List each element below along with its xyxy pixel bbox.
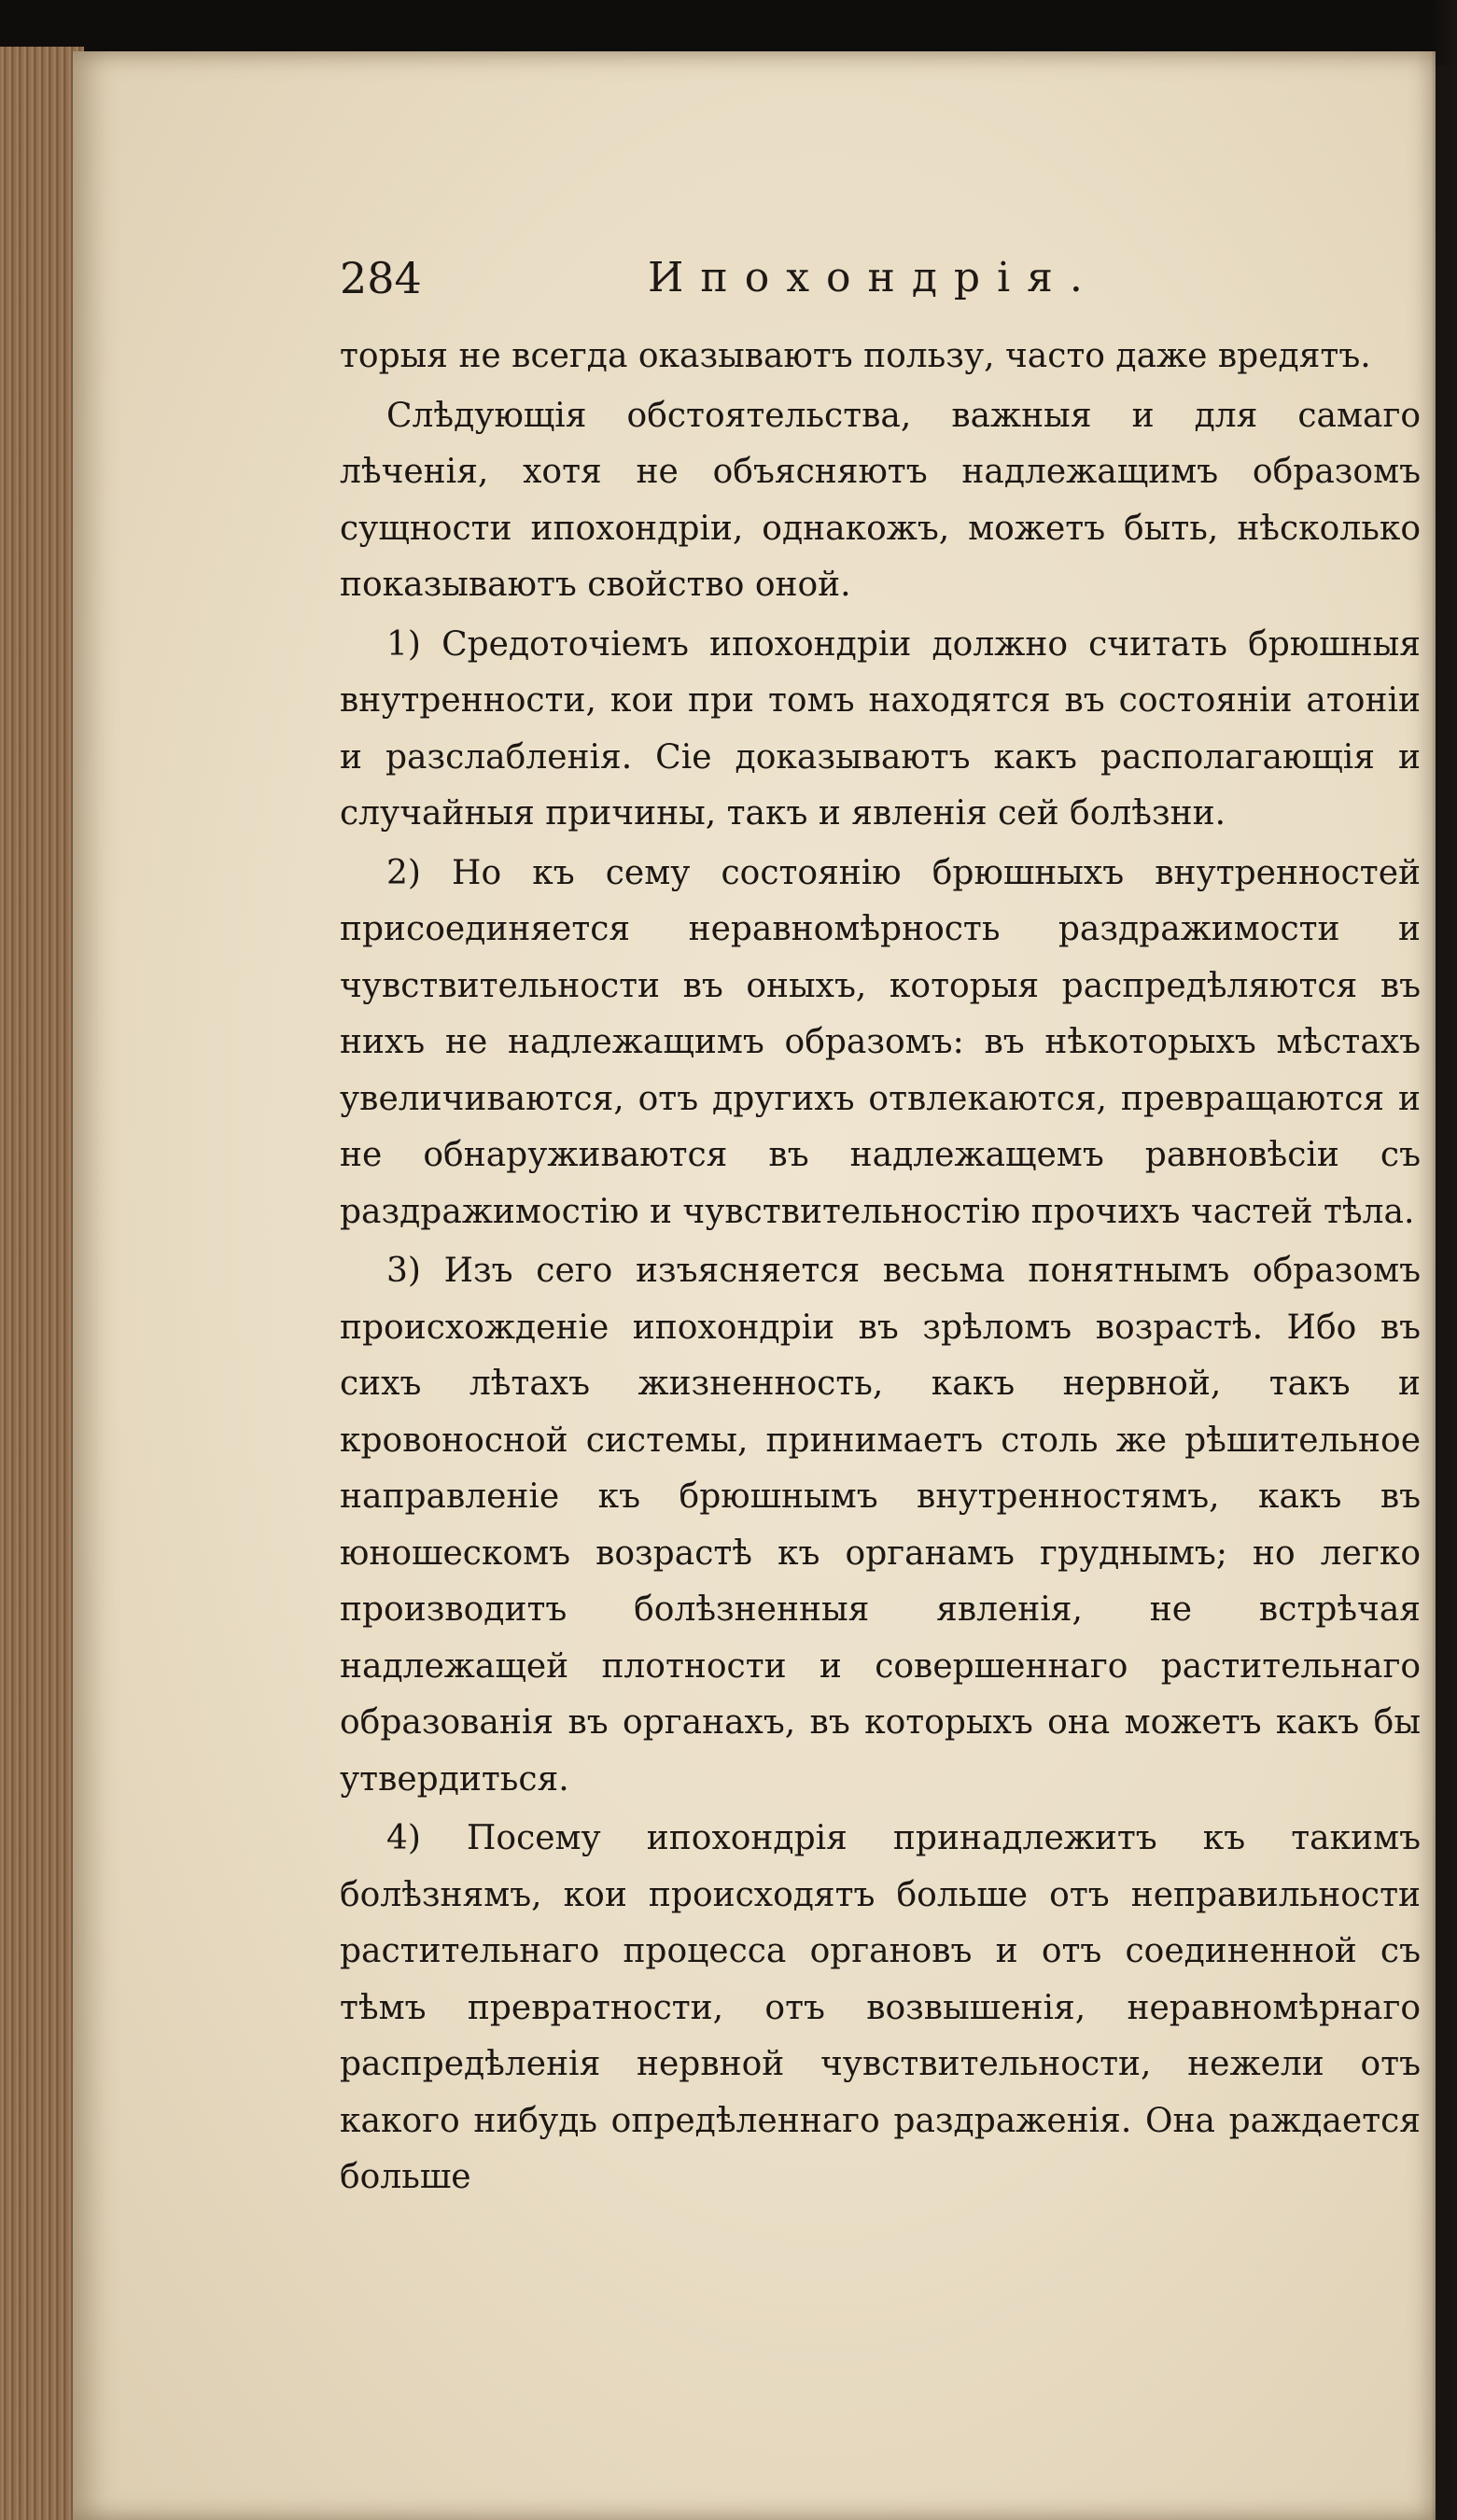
body-text [340, 329, 1421, 2206]
running-title: Ипохондрія. [648, 254, 1100, 301]
paragraph-point-2: 2) Но къ сему состоянію брюшныхъ внутренностей присоединяется неравномѣрность раздражимости и чувствительности въ оныхъ, которыя распредѣляются въ нихъ не надлежащимъ образомъ: въ нѣкоторыхъ мѣстахъ увеличиваются, отъ другихъ отвлекаются, превращаются и не обнаруживаются въ надлежащемъ равновѣсіи съ раздражимостію и чувствительностію прочихъ частей тѣла. [340, 853, 1421, 1231]
paragraph-intro: Слѣдующія обстоятельства, важныя и для самаго лѣченія, хотя не объясняютъ надлежащимъ образомъ сущности ипохондріи, однакожъ, можетъ быть, нѣсколько показываютъ свойство оной. [340, 396, 1421, 604]
page-header [340, 250, 1422, 315]
paragraph-point-3: 3) Изъ сего изъясняется весьма понятнымъ образомъ происхожденіе ипохондріи въ зрѣломъ возрастѣ. Ибо въ сихъ лѣтахъ жизненность, какъ нервной, такъ и кровоносной системы, принимаетъ столь же рѣшительное направленіе къ брюшнымъ внутренностямъ, какъ въ юношескомъ возрастѣ къ органамъ груднымъ; но легко производитъ болѣзненныя явленія, не встрѣчая надлежащей плотности и совершеннаго растительнаго образованія въ органахъ, въ которыхъ она можетъ какъ бы утвердиться. [340, 1252, 1421, 1799]
paragraph-point-1: 1) Средоточіемъ ипохондріи должно считать брюшныя внутренности, кои при томъ находятся въ состояніи атоніи и разслабленія. Сіе доказываютъ какъ располагающія и случайныя причины, такъ и явленія сей болѣзни. [340, 624, 1421, 833]
book-page-edge [0, 47, 84, 2520]
page-number: 284 [340, 253, 422, 303]
paragraph-continuation: торыя не всегда оказываютъ пользу, часто даже вредятъ. [340, 337, 1371, 375]
binding-shadow [1431, 0, 1457, 2520]
paragraph-point-4: 4) Посему ипохондрія принадлежитъ къ такимъ болѣзнямъ, кои происходятъ больше отъ неправильности растительнаго процесса органовъ и отъ соединенной съ тѣмъ превратности, отъ возвышенія, неравномѣрнаго распредѣленія нервной чувствительности, нежели отъ какого нибудь опредѣленнаго раздраженія. Она раждается больше [340, 1819, 1421, 2196]
